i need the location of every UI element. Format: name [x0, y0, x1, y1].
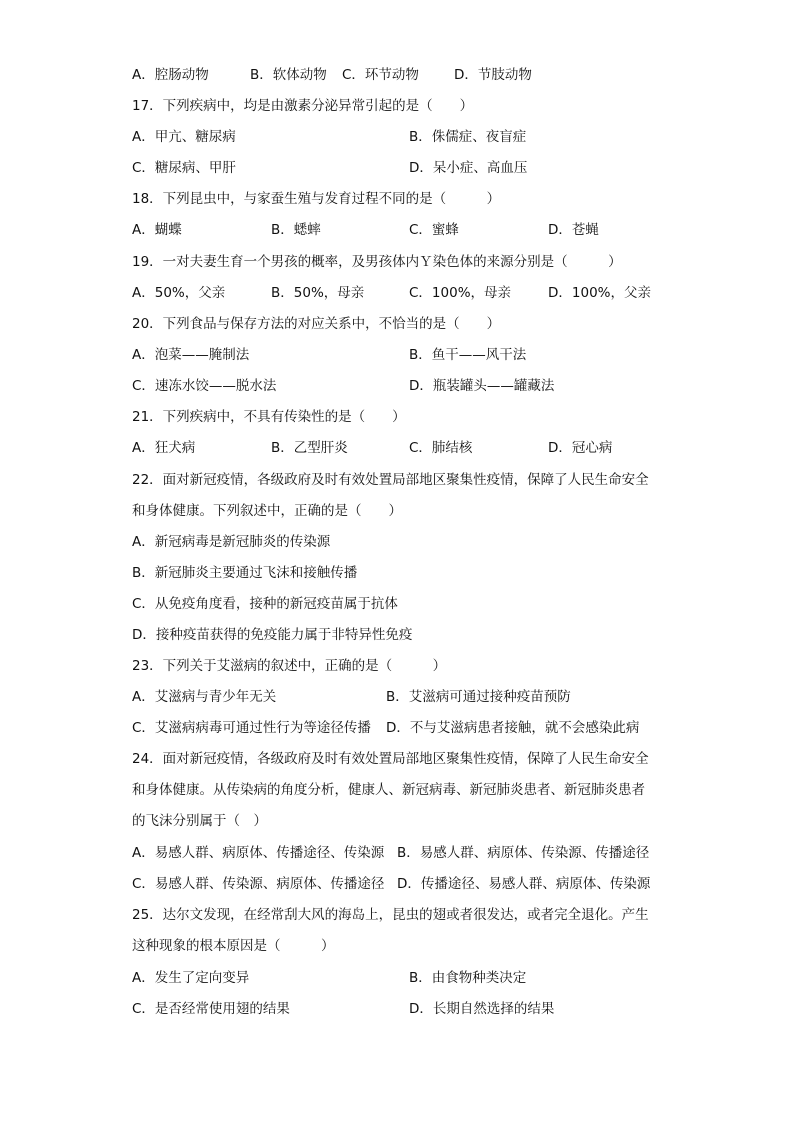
q20-option-d: D．瓶装罐头——罐藏法: [409, 378, 555, 394]
q20-stem: 20．下列食品与保存方法的对应关系中，不恰当的是（ ）: [132, 316, 501, 332]
q21-option-b: B．乙型肝炎: [271, 440, 348, 456]
q17-options-row-1: [132, 126, 692, 148]
q20-options-row-2: [132, 375, 692, 397]
q23-option-d: D．不与艾滋病患者接触，就不会感染此病: [386, 720, 640, 736]
q17-option-c: C．糖尿病、甲肝: [132, 160, 236, 176]
q19-option-c: C．100%，母亲: [409, 285, 512, 301]
q25-option-b: B．由食物种类决定: [409, 970, 527, 986]
q18-stem: 18．下列昆虫中，与家蚕生殖与发育过程不同的是（ ）: [132, 191, 501, 207]
q24-option-c: C．易感人群、传染源、病原体、传播途径: [132, 876, 385, 892]
q16-option-d: D．节肢动物: [454, 67, 532, 83]
q23-option-c: C．艾滋病病毒可通过性行为等途径传播: [132, 720, 371, 736]
q21-options-row: [132, 437, 692, 459]
q23-stem: 23．下列关于艾滋病的叙述中，正确的是（ ）: [132, 658, 447, 674]
q25-option-d: D．长期自然选择的结果: [409, 1001, 555, 1017]
q16-option-b: B．软体动物: [250, 67, 327, 83]
q25-option-a: A．发生了定向变异: [132, 970, 250, 986]
q21-option-d: D．冠心病: [548, 440, 613, 456]
q22-stem-line-1: 22．面对新冠疫情，各级政府及时有效处置局部地区聚集性疫情，保障了人民生命安全: [132, 472, 649, 488]
q24-stem-line-1: 24．面对新冠疫情，各级政府及时有效处置局部地区聚集性疫情，保障了人民生命安全: [132, 751, 649, 767]
q20-options-row-1: [132, 344, 692, 366]
q17-options-row-2: [132, 157, 692, 179]
q23-option-a: A．艾滋病与青少年无关: [132, 689, 277, 705]
q22-option-b: B．新冠肺炎主要通过飞沫和接触传播: [132, 565, 358, 581]
q24-option-a: A．易感人群、病原体、传播途径、传染源: [132, 845, 385, 861]
q21-stem: 21．下列疾病中，不具有传染性的是（ ）: [132, 409, 406, 425]
q24-stem-line-2: 和身体健康。从传染病的角度分析，健康人、新冠病毒、新冠肺炎患者、新冠肺炎患者: [132, 782, 645, 798]
q19-option-a: A．50%，父亲: [132, 285, 226, 301]
q24-option-b: B．易感人群、病原体、传染源、传播途径: [397, 845, 650, 861]
q22-option-a: A．新冠病毒是新冠肺炎的传染源: [132, 534, 331, 550]
q25-options-row-2: [132, 998, 692, 1020]
q23-options-row-2: [132, 717, 692, 739]
q25-options-row-1: [132, 967, 692, 989]
q20-option-b: B．鱼干——风干法: [409, 347, 527, 363]
q19-option-b: B．50%，母亲: [271, 285, 365, 301]
q17-option-b: B．侏儒症、夜盲症: [409, 129, 527, 145]
q16-option-a: A．腔肠动物: [132, 67, 209, 83]
q17-option-d: D．呆小症、高血压: [409, 160, 528, 176]
q24-options-row-1: [132, 842, 692, 864]
q25-option-c: C．是否经常使用翅的结果: [132, 1001, 290, 1017]
q18-option-a: A．蝴蝶: [132, 222, 182, 238]
q18-option-c: C．蜜蜂: [409, 222, 459, 238]
q19-option-d: D．100%，父亲: [548, 285, 651, 301]
q18-options-row: [132, 219, 692, 241]
q23-option-b: B．艾滋病可通过接种疫苗预防: [386, 689, 571, 705]
q16-option-c: C．环节动物: [342, 67, 419, 83]
q19-stem: 19．一对夫妻生育一个男孩的概率，及男孩体内Ｙ染色体的来源分别是（ ）: [132, 254, 622, 270]
q21-option-c: C．肺结核: [409, 440, 473, 456]
q22-option-c: C．从免疫角度看，接种的新冠疫苗属于抗体: [132, 596, 398, 612]
q17-option-a: A．甲亢、糖尿病: [132, 129, 236, 145]
q19-options-row: [132, 282, 692, 304]
q25-stem-line-2: 这种现象的根本原因是（ ）: [132, 938, 335, 954]
q23-options-row-1: [132, 686, 692, 708]
q22-stem-line-2: 和身体健康。下列叙述中，正确的是（ ）: [132, 503, 402, 519]
q20-option-c: C．速冻水饺——脱水法: [132, 378, 277, 394]
q24-stem-line-3: 的飞沫分别属于（ ）: [132, 813, 267, 829]
q25-stem-line-1: 25．达尔文发现，在经常刮大风的海岛上，昆虫的翅或者很发达，或者完全退化。产生: [132, 907, 649, 923]
q24-option-d: D．传播途径、易感人群、病原体、传染源: [397, 876, 651, 892]
q17-stem: 17．下列疾病中，均是由激素分泌异常引起的是（ ）: [132, 98, 474, 114]
q21-option-a: A．狂犬病: [132, 440, 196, 456]
q20-option-a: A．泡菜——腌制法: [132, 347, 250, 363]
q22-option-d: D．接种疫苗获得的免疫能力属于非特异性免疫: [132, 627, 413, 643]
q18-option-d: D．苍蝇: [548, 222, 599, 238]
q24-options-row-2: [132, 873, 692, 895]
q18-option-b: B．蟋蟀: [271, 222, 321, 238]
